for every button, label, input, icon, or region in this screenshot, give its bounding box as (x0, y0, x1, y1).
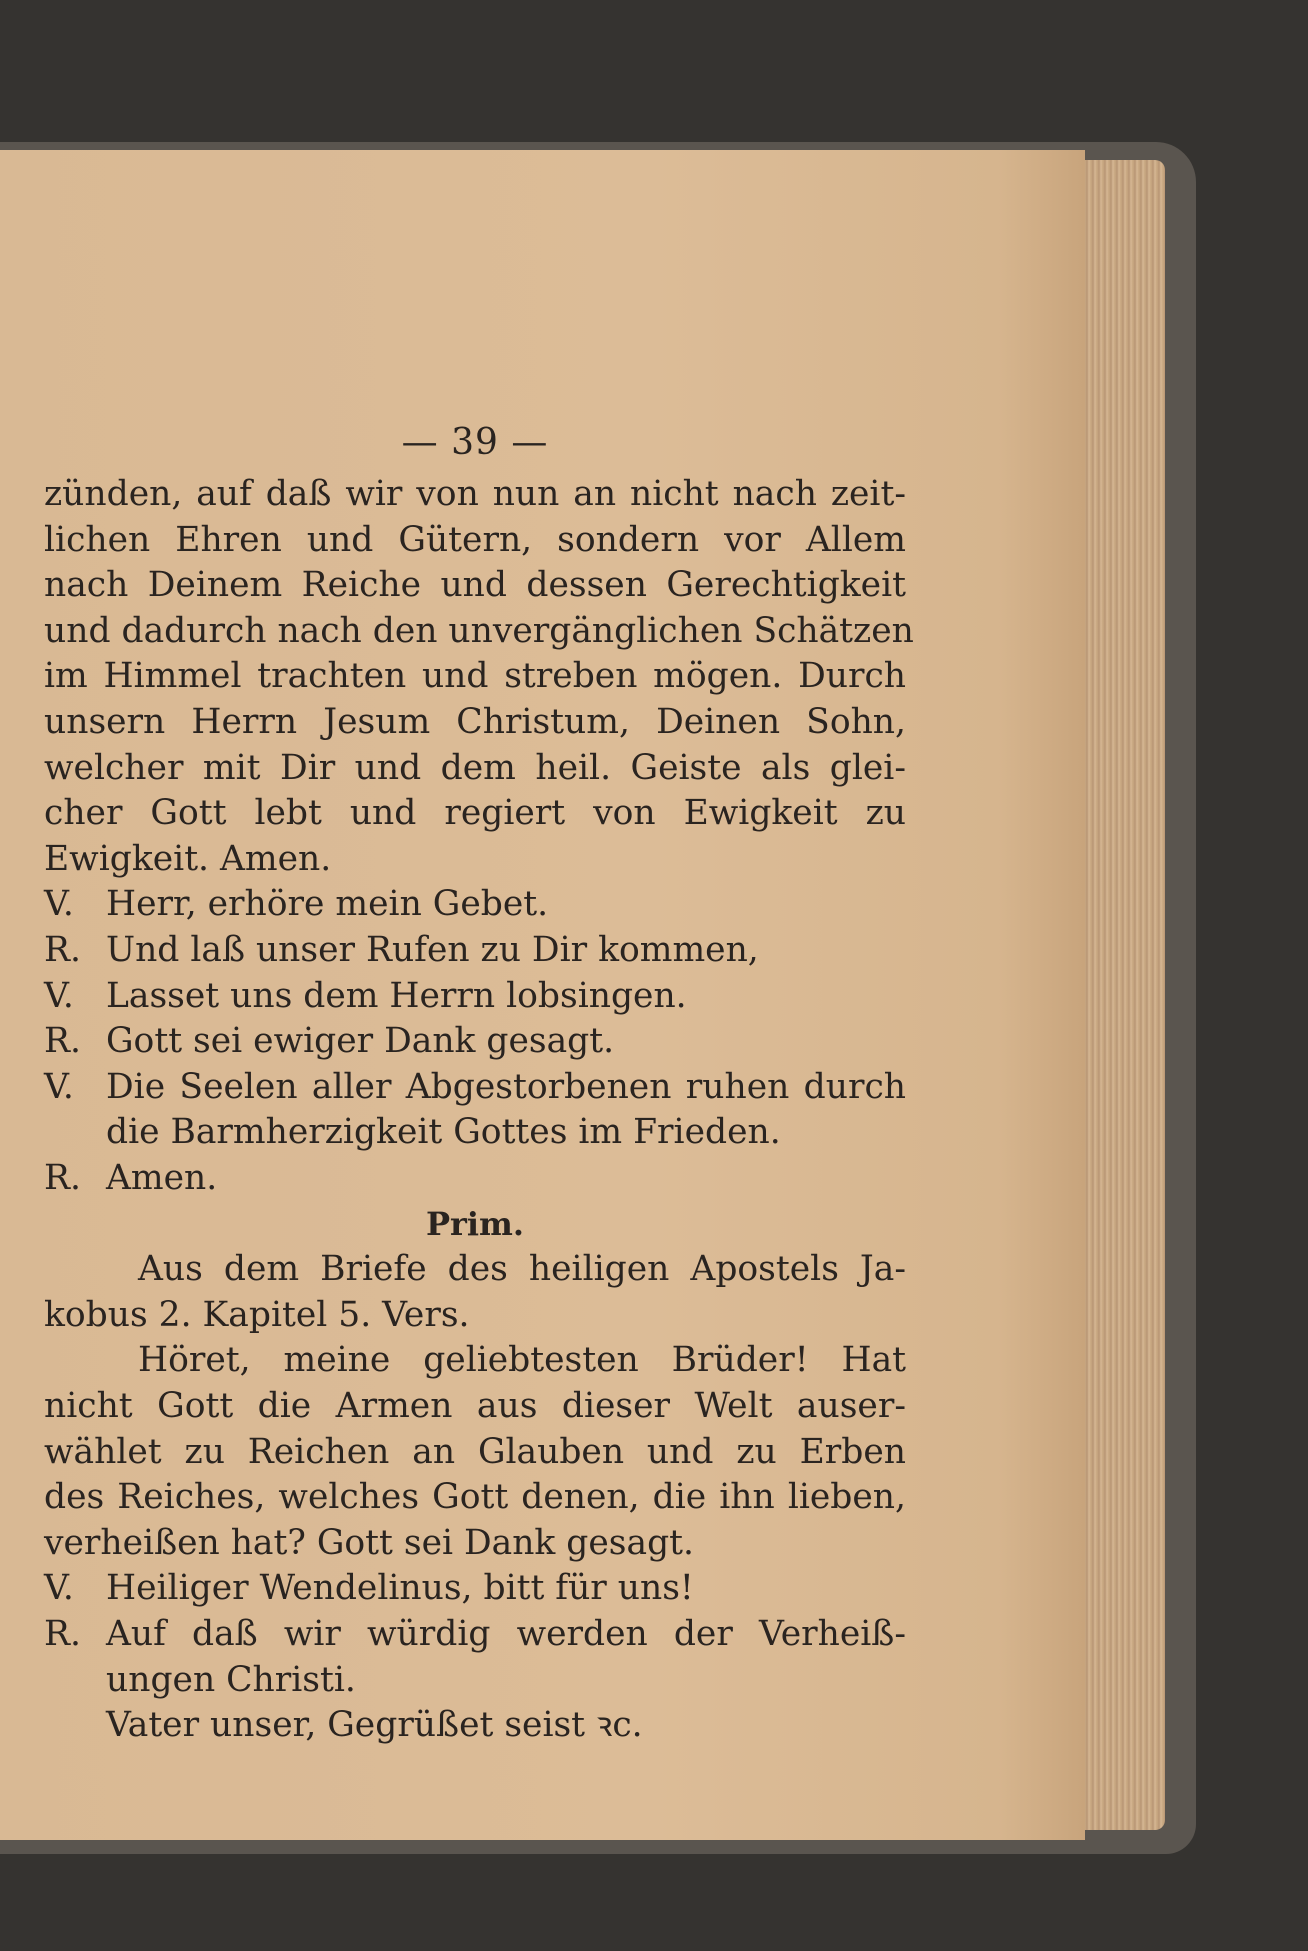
text-line (44, 928, 906, 972)
response-label: R. (44, 1158, 81, 1198)
text-line: Höret, meine geliebtesten Brüder! Hat (138, 1340, 906, 1381)
response-text: Heiliger Wendelinus, bitt für uns! (106, 1568, 694, 1609)
response-text: Gott sei ewiger Dank gesagt. (106, 1021, 615, 1062)
text-line: nach Deinem Reiche und dessen Gerechtigkeit (44, 565, 906, 606)
response-label: R. (44, 1614, 81, 1654)
response-text: Auf daß wir würdig werden der Verheiß- (106, 1614, 906, 1654)
response-text: Und laß unser Rufen zu Dir kommen, (106, 930, 759, 970)
text-line (44, 974, 906, 1018)
text-line: des Reiches, welches Gott denen, die ihn lieben, (44, 1477, 906, 1518)
text-line: Ewigkeit. Amen. (44, 838, 332, 879)
text-line: Vater unser, Gegrüßet seist ꝛc. (106, 1705, 643, 1746)
response-label: V. (44, 975, 74, 1016)
response-label: V. (44, 884, 74, 925)
response-label: V. (44, 1066, 74, 1107)
response-text: Lasset uns dem Herrn lobsingen. (106, 975, 687, 1016)
response-text: Herr, erhöre mein Gebet. (106, 884, 549, 925)
text-line: im Himmel trachten und streben mögen. Durch (44, 656, 906, 697)
text-line: unsern Herrn Jesum Christum, Deinen Sohn, (44, 702, 906, 742)
response-text: Die Seelen aller Abgestorbenen ruhen durch (106, 1066, 906, 1107)
text-line (44, 1065, 906, 1109)
text-line: ungen Christi. (106, 1659, 356, 1700)
response-text: Amen. (106, 1158, 218, 1198)
response-label: V. (44, 1568, 74, 1609)
text-line: wählet zu Reichen an Glauben und zu Erben (44, 1431, 906, 1472)
text-line: cher Gott lebt und regiert von Ewigkeit zu (44, 793, 906, 834)
text-line: zünden, auf daß wir von nun an nicht nach zeit- (44, 474, 906, 514)
text-line: nicht Gott die Armen aus dieser Welt auser- (44, 1386, 906, 1426)
response-label: R. (44, 930, 81, 970)
text-line: die Barmherzigkeit Gottes im Frieden. (106, 1112, 781, 1153)
text-line (44, 882, 906, 926)
page-number: — 39 — (401, 422, 549, 463)
text-line (44, 1019, 906, 1063)
section-heading: Prim. (425, 1204, 525, 1243)
text-line (44, 1156, 906, 1200)
text-line: lichen Ehren und Gütern, sondern vor Allem (44, 519, 906, 560)
text-line: Aus dem Briefe des heiligen Apostels Ja- (138, 1249, 906, 1290)
book-page (0, 150, 1085, 1840)
text-line (44, 1566, 906, 1610)
text-line: kobus 2. Kapitel 5. Vers. (44, 1294, 470, 1335)
text-line: welcher mit Dir und dem heil. Geiste als glei- (44, 747, 906, 788)
text-line: verheißen hat? Gott sei Dank gesagt. (44, 1522, 694, 1563)
text-line: und dadurch nach den unvergänglichen Schätzen (44, 610, 914, 651)
page-edges (1085, 160, 1165, 1830)
text-line (44, 1612, 906, 1656)
response-label: R. (44, 1021, 81, 1062)
